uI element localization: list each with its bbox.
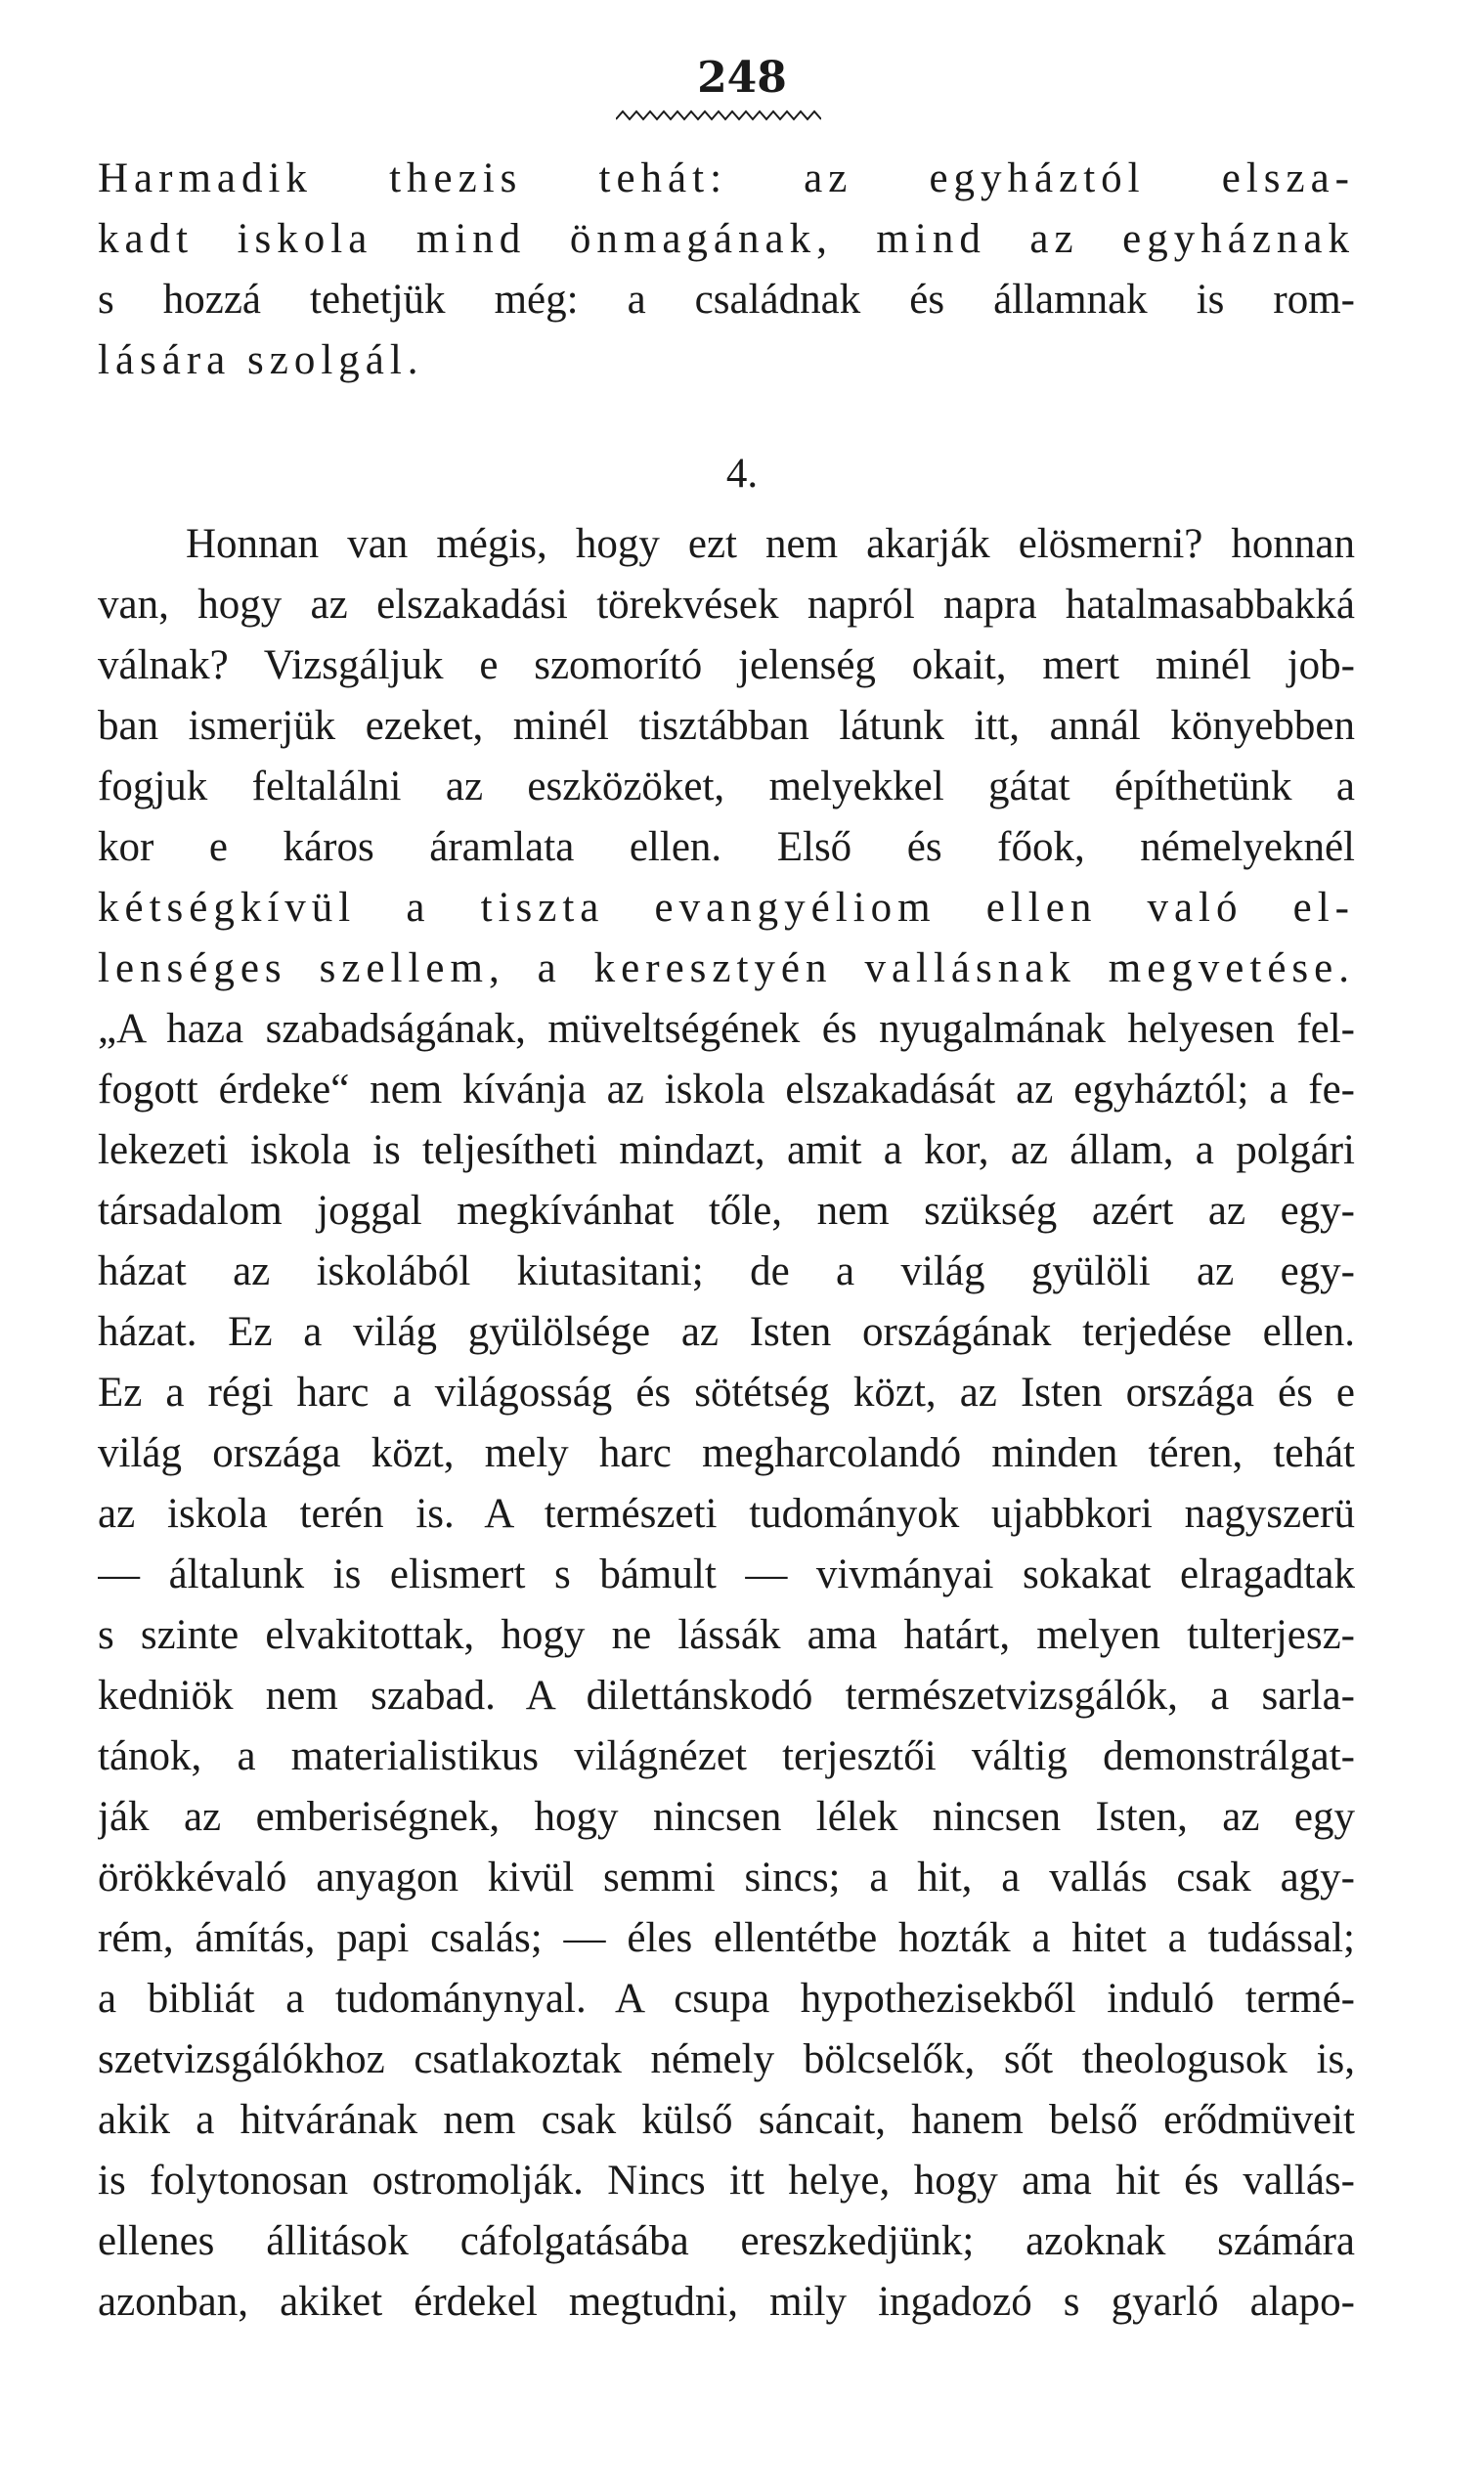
- body-line: fogott érdeke“ nem kívánja az iskola elszakadását az egyháztól; a fe-: [98, 1067, 1355, 1113]
- body-line: rém, ámítás, papi csalás; — éles ellentétbe hozták a hitet a tudással;: [98, 1915, 1355, 1961]
- body-line: lekezeti iskola is teljesítheti mindazt, amit a kor, az állam, a polgári: [98, 1127, 1355, 1173]
- body-line: azonban, akiket érdekel megtudni, mily ingadozó s gyarló alapo-: [98, 2279, 1355, 2325]
- body-line: is folytonosan ostromolják. Nincs itt helye, hogy ama hit és vallás-: [98, 2158, 1355, 2204]
- body-line: ban ismerjük ezeket, minél tisztábban látunk itt, annál könyebben: [98, 703, 1355, 749]
- body-line: társadalom joggal megkívánhat tőle, nem szükség azért az egy-: [98, 1188, 1355, 1234]
- thesis-line: Harmadik thezis tehát: az egyháztól elsza-: [98, 155, 1355, 201]
- body-line: ják az emberiségnek, hogy nincsen lélek nincsen Isten, az egy: [98, 1794, 1355, 1840]
- thesis-line: s hozzá tehetjük még: a családnak és államnak is rom-: [98, 277, 1355, 323]
- body-line: szetvizsgálókhoz csatlakoztak némely bölcselők, sőt theologusok is,: [98, 2036, 1355, 2082]
- thesis-paragraph: [98, 149, 1355, 391]
- body-line: kedniök nem szabad. A dilettánskodó természetvizsgálók, a sarla-: [98, 1673, 1355, 1719]
- body-line: Ez a régi harc a világosság és sötétség közt, az Isten országa és e: [98, 1370, 1355, 1416]
- body-line: Honnan van mégis, hogy ezt nem akarják elösmerni? honnan: [186, 521, 1355, 567]
- body-line: — általunk is elismert s bámult — vivmányai sokakat elragadtak: [98, 1551, 1355, 1597]
- section-number: 4.: [725, 451, 759, 497]
- body-line: s szinte elvakitottak, hogy ne lássák ama határt, melyen tulterjesz-: [98, 1612, 1355, 1658]
- body-line: a bibliát a tudománynyal. A csupa hypothezisekből induló termé-: [98, 1976, 1355, 2022]
- body-line: lenséges szellem, a keresztyén vallásnak megvetése.: [98, 945, 1355, 991]
- thesis-line: kadt iskola mind önmagának, mind az egyháznak: [98, 216, 1355, 262]
- body-line: házat az iskolából kiutasitani; de a világ gyülöli az egy-: [98, 1248, 1355, 1294]
- body-line: az iskola terén is. A természeti tudományok ujabbkori nagyszerü: [98, 1491, 1355, 1537]
- body-line: tánok, a materialistikus világnézet terjesztői váltig demonstrálgat-: [98, 1733, 1355, 1779]
- body-line: kor e káros áramlata ellen. Első és főok, némelyeknél: [98, 824, 1355, 870]
- body-line: ellenes állitások cáfolgatásába ereszkedjünk; azoknak számára: [98, 2218, 1355, 2264]
- body-line: kétségkívül a tiszta evangyéliom ellen való el-: [98, 885, 1355, 931]
- body-line: „A haza szabadságának, müveltségének és nyugalmának helyesen fel-: [98, 1006, 1355, 1052]
- body-line: világ országa közt, mely harc megharcolandó minden téren, tehát: [98, 1430, 1355, 1476]
- body-line: házat. Ez a világ gyülölsége az Isten országának terjedése ellen.: [98, 1309, 1355, 1355]
- body-line: fogjuk feltalálni az eszközöket, melyekkel gátat építhetünk a: [98, 764, 1355, 809]
- wavy-ornament-icon: [616, 108, 821, 125]
- body-line: akik a hitvárának nem csak külső sáncait, hanem belső erődmüveit: [98, 2097, 1355, 2143]
- page-number: 248: [697, 53, 787, 103]
- body-line: örökkévaló anyagon kivül semmi sincs; a hit, a vallás csak agy-: [98, 1855, 1355, 1900]
- body-line: válnak? Vizsgáljuk e szomorító jelenség okait, mert minél job-: [98, 642, 1355, 688]
- thesis-line: lására szolgál.: [98, 337, 424, 383]
- body-paragraph: [98, 514, 1355, 2333]
- body-line: van, hogy az elszakadási törekvések napról napra hatalmasabbakká: [98, 582, 1355, 628]
